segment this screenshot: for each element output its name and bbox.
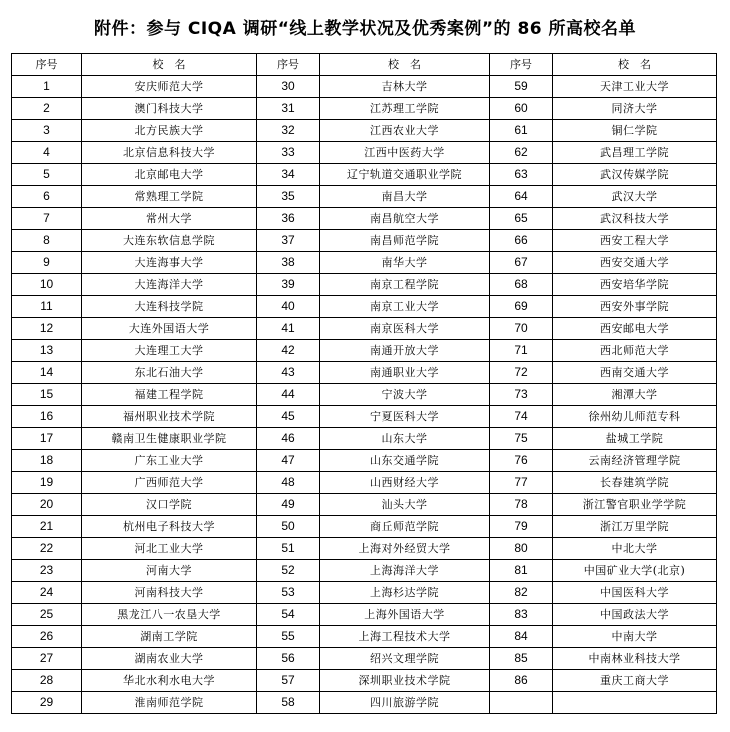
- seq-number: 59: [490, 76, 553, 98]
- school-name: 南通职业大学: [320, 362, 490, 384]
- school-name: 南京工业大学: [320, 296, 490, 318]
- school-name: 南京医科大学: [320, 318, 490, 340]
- seq-number: 44: [257, 384, 320, 406]
- header-name: 校 名: [82, 54, 257, 76]
- school-name: 大连海洋大学: [82, 274, 257, 296]
- seq-number: 80: [490, 538, 553, 560]
- school-name: 澳门科技大学: [82, 98, 257, 120]
- seq-number: 49: [257, 494, 320, 516]
- seq-number: 69: [490, 296, 553, 318]
- school-name: 河北工业大学: [82, 538, 257, 560]
- table-row: [12, 626, 717, 648]
- seq-number: 1: [12, 76, 82, 98]
- school-name: 浙江警官职业学学院: [553, 494, 717, 516]
- school-name: 常州大学: [82, 208, 257, 230]
- school-name: 南昌师范学院: [320, 230, 490, 252]
- school-name: 武汉传媒学院: [553, 164, 717, 186]
- school-name: 大连科技学院: [82, 296, 257, 318]
- header-name: 校 名: [320, 54, 490, 76]
- school-name: 山西财经大学: [320, 472, 490, 494]
- table-row: [12, 318, 717, 340]
- school-name: 辽宁轨道交通职业学院: [320, 164, 490, 186]
- school-name: 铜仁学院: [553, 120, 717, 142]
- table-row: [12, 648, 717, 670]
- seq-number: 39: [257, 274, 320, 296]
- seq-number: 77: [490, 472, 553, 494]
- school-name: 上海对外经贸大学: [320, 538, 490, 560]
- seq-number: 32: [257, 120, 320, 142]
- seq-number: 37: [257, 230, 320, 252]
- school-name: 南通开放大学: [320, 340, 490, 362]
- seq-number: 33: [257, 142, 320, 164]
- seq-number: 22: [12, 538, 82, 560]
- table-row: [12, 692, 717, 714]
- school-name: 北京信息科技大学: [82, 142, 257, 164]
- school-name: 中南大学: [553, 626, 717, 648]
- seq-number: 62: [490, 142, 553, 164]
- school-name: 浙江万里学院: [553, 516, 717, 538]
- school-name: 湖南农业大学: [82, 648, 257, 670]
- table-row: [12, 582, 717, 604]
- seq-number: 73: [490, 384, 553, 406]
- seq-number: 64: [490, 186, 553, 208]
- seq-number: 36: [257, 208, 320, 230]
- school-name: 四川旅游学院: [320, 692, 490, 714]
- seq-number: 60: [490, 98, 553, 120]
- table-row: [12, 670, 717, 692]
- school-name: 河南科技大学: [82, 582, 257, 604]
- seq-number: 72: [490, 362, 553, 384]
- school-name: 西安邮电大学: [553, 318, 717, 340]
- seq-number: 12: [12, 318, 82, 340]
- school-name: 绍兴文理学院: [320, 648, 490, 670]
- seq-number: 53: [257, 582, 320, 604]
- school-name: 云南经济管理学院: [553, 450, 717, 472]
- seq-number: 34: [257, 164, 320, 186]
- seq-number: 27: [12, 648, 82, 670]
- header-seq: 序号: [490, 54, 553, 76]
- table-row: [12, 186, 717, 208]
- school-name: 武汉科技大学: [553, 208, 717, 230]
- table-row: [12, 428, 717, 450]
- school-name: 河南大学: [82, 560, 257, 582]
- seq-number: 23: [12, 560, 82, 582]
- school-name: 西安工程大学: [553, 230, 717, 252]
- seq-number: 65: [490, 208, 553, 230]
- seq-number: 83: [490, 604, 553, 626]
- school-name: 湘潭大学: [553, 384, 717, 406]
- school-name: 中南林业科技大学: [553, 648, 717, 670]
- seq-number: 43: [257, 362, 320, 384]
- school-name: 大连外国语大学: [82, 318, 257, 340]
- seq-number: 26: [12, 626, 82, 648]
- seq-number: 68: [490, 274, 553, 296]
- school-name: 南华大学: [320, 252, 490, 274]
- school-name: 汕头大学: [320, 494, 490, 516]
- table-row: [12, 76, 717, 98]
- table-row: [12, 516, 717, 538]
- seq-number: 8: [12, 230, 82, 252]
- table-row: [12, 406, 717, 428]
- school-name: 上海工程技术大学: [320, 626, 490, 648]
- seq-number: 11: [12, 296, 82, 318]
- school-name: 江西中医药大学: [320, 142, 490, 164]
- school-name: 武昌理工学院: [553, 142, 717, 164]
- school-name: 宁波大学: [320, 384, 490, 406]
- seq-number: 55: [257, 626, 320, 648]
- school-name: 中国医科大学: [553, 582, 717, 604]
- seq-number: [490, 692, 553, 714]
- table-row: [12, 472, 717, 494]
- school-name: 湖南工学院: [82, 626, 257, 648]
- school-name: 同济大学: [553, 98, 717, 120]
- school-name: 西安培华学院: [553, 274, 717, 296]
- table-row: [12, 274, 717, 296]
- school-name: 重庆工商大学: [553, 670, 717, 692]
- seq-number: 29: [12, 692, 82, 714]
- table-row: [12, 494, 717, 516]
- school-name: 东北石油大学: [82, 362, 257, 384]
- school-name: 江西农业大学: [320, 120, 490, 142]
- school-name: 赣南卫生健康职业学院: [82, 428, 257, 450]
- university-table: [11, 53, 717, 714]
- school-name: 大连海事大学: [82, 252, 257, 274]
- school-name: 南昌大学: [320, 186, 490, 208]
- seq-number: 79: [490, 516, 553, 538]
- school-name: 山东交通学院: [320, 450, 490, 472]
- seq-number: 13: [12, 340, 82, 362]
- seq-number: 61: [490, 120, 553, 142]
- seq-number: 54: [257, 604, 320, 626]
- school-name: 福建工程学院: [82, 384, 257, 406]
- seq-number: 28: [12, 670, 82, 692]
- school-name: 上海外国语大学: [320, 604, 490, 626]
- seq-number: 82: [490, 582, 553, 604]
- school-name: 西北师范大学: [553, 340, 717, 362]
- seq-number: 66: [490, 230, 553, 252]
- seq-number: 63: [490, 164, 553, 186]
- school-name: 上海海洋大学: [320, 560, 490, 582]
- school-name: 大连东软信息学院: [82, 230, 257, 252]
- seq-number: 42: [257, 340, 320, 362]
- seq-number: 76: [490, 450, 553, 472]
- seq-number: 3: [12, 120, 82, 142]
- table-row: [12, 450, 717, 472]
- seq-number: 75: [490, 428, 553, 450]
- document-title: 附件：参与 CIQA 调研“线上教学状况及优秀案例”的 86 所高校名单: [93, 19, 637, 39]
- seq-number: 20: [12, 494, 82, 516]
- table-row: [12, 538, 717, 560]
- seq-number: 47: [257, 450, 320, 472]
- seq-number: 17: [12, 428, 82, 450]
- school-name: [553, 692, 717, 714]
- seq-number: 6: [12, 186, 82, 208]
- seq-number: 71: [490, 340, 553, 362]
- school-name: 吉林大学: [320, 76, 490, 98]
- school-name: 黑龙江八一农垦大学: [82, 604, 257, 626]
- school-name: 山东大学: [320, 428, 490, 450]
- table-header-row: [12, 54, 717, 76]
- school-name: 宁夏医科大学: [320, 406, 490, 428]
- school-name: 长春建筑学院: [553, 472, 717, 494]
- school-name: 淮南师范学院: [82, 692, 257, 714]
- school-name: 中北大学: [553, 538, 717, 560]
- school-name: 广东工业大学: [82, 450, 257, 472]
- seq-number: 5: [12, 164, 82, 186]
- school-name: 西安交通大学: [553, 252, 717, 274]
- school-name: 商丘师范学院: [320, 516, 490, 538]
- table-row: [12, 142, 717, 164]
- school-name: 汉口学院: [82, 494, 257, 516]
- school-name: 杭州电子科技大学: [82, 516, 257, 538]
- school-name: 中国政法大学: [553, 604, 717, 626]
- table-row: [12, 98, 717, 120]
- seq-number: 85: [490, 648, 553, 670]
- table-row: [12, 164, 717, 186]
- seq-number: 10: [12, 274, 82, 296]
- seq-number: 35: [257, 186, 320, 208]
- seq-number: 51: [257, 538, 320, 560]
- seq-number: 81: [490, 560, 553, 582]
- seq-number: 4: [12, 142, 82, 164]
- school-name: 武汉大学: [553, 186, 717, 208]
- table-row: [12, 230, 717, 252]
- seq-number: 40: [257, 296, 320, 318]
- school-name: 常熟理工学院: [82, 186, 257, 208]
- seq-number: 19: [12, 472, 82, 494]
- seq-number: 38: [257, 252, 320, 274]
- school-name: 北京邮电大学: [82, 164, 257, 186]
- seq-number: 84: [490, 626, 553, 648]
- table-row: [12, 296, 717, 318]
- header-name: 校 名: [553, 54, 717, 76]
- seq-number: 41: [257, 318, 320, 340]
- seq-number: 74: [490, 406, 553, 428]
- seq-number: 57: [257, 670, 320, 692]
- school-name: 华北水利水电大学: [82, 670, 257, 692]
- table-body: [12, 76, 717, 714]
- header-seq: 序号: [12, 54, 82, 76]
- seq-number: 30: [257, 76, 320, 98]
- school-name: 西安外事学院: [553, 296, 717, 318]
- seq-number: 9: [12, 252, 82, 274]
- seq-number: 70: [490, 318, 553, 340]
- school-name: 安庆师范大学: [82, 76, 257, 98]
- table-row: [12, 604, 717, 626]
- school-name: 深圳职业技术学院: [320, 670, 490, 692]
- seq-number: 31: [257, 98, 320, 120]
- seq-number: 7: [12, 208, 82, 230]
- table-row: [12, 384, 717, 406]
- table-row: [12, 120, 717, 142]
- seq-number: 56: [257, 648, 320, 670]
- seq-number: 48: [257, 472, 320, 494]
- school-name: 南京工程学院: [320, 274, 490, 296]
- school-name: 福州职业技术学院: [82, 406, 257, 428]
- school-name: 盐城工学院: [553, 428, 717, 450]
- school-name: 西南交通大学: [553, 362, 717, 384]
- seq-number: 18: [12, 450, 82, 472]
- header-seq: 序号: [257, 54, 320, 76]
- seq-number: 86: [490, 670, 553, 692]
- seq-number: 67: [490, 252, 553, 274]
- school-name: 徐州幼儿师范专科: [553, 406, 717, 428]
- table-row: [12, 208, 717, 230]
- seq-number: 14: [12, 362, 82, 384]
- seq-number: 21: [12, 516, 82, 538]
- school-name: 北方民族大学: [82, 120, 257, 142]
- seq-number: 46: [257, 428, 320, 450]
- school-name: 大连理工大学: [82, 340, 257, 362]
- table-row: [12, 252, 717, 274]
- seq-number: 16: [12, 406, 82, 428]
- seq-number: 45: [257, 406, 320, 428]
- seq-number: 24: [12, 582, 82, 604]
- seq-number: 25: [12, 604, 82, 626]
- seq-number: 58: [257, 692, 320, 714]
- seq-number: 2: [12, 98, 82, 120]
- table-row: [12, 362, 717, 384]
- school-name: 江苏理工学院: [320, 98, 490, 120]
- school-name: 天津工业大学: [553, 76, 717, 98]
- seq-number: 52: [257, 560, 320, 582]
- school-name: 南昌航空大学: [320, 208, 490, 230]
- table-row: [12, 560, 717, 582]
- seq-number: 50: [257, 516, 320, 538]
- seq-number: 15: [12, 384, 82, 406]
- school-name: 广西师范大学: [82, 472, 257, 494]
- school-name: 中国矿业大学(北京): [553, 560, 717, 582]
- school-name: 上海杉达学院: [320, 582, 490, 604]
- table-row: [12, 340, 717, 362]
- seq-number: 78: [490, 494, 553, 516]
